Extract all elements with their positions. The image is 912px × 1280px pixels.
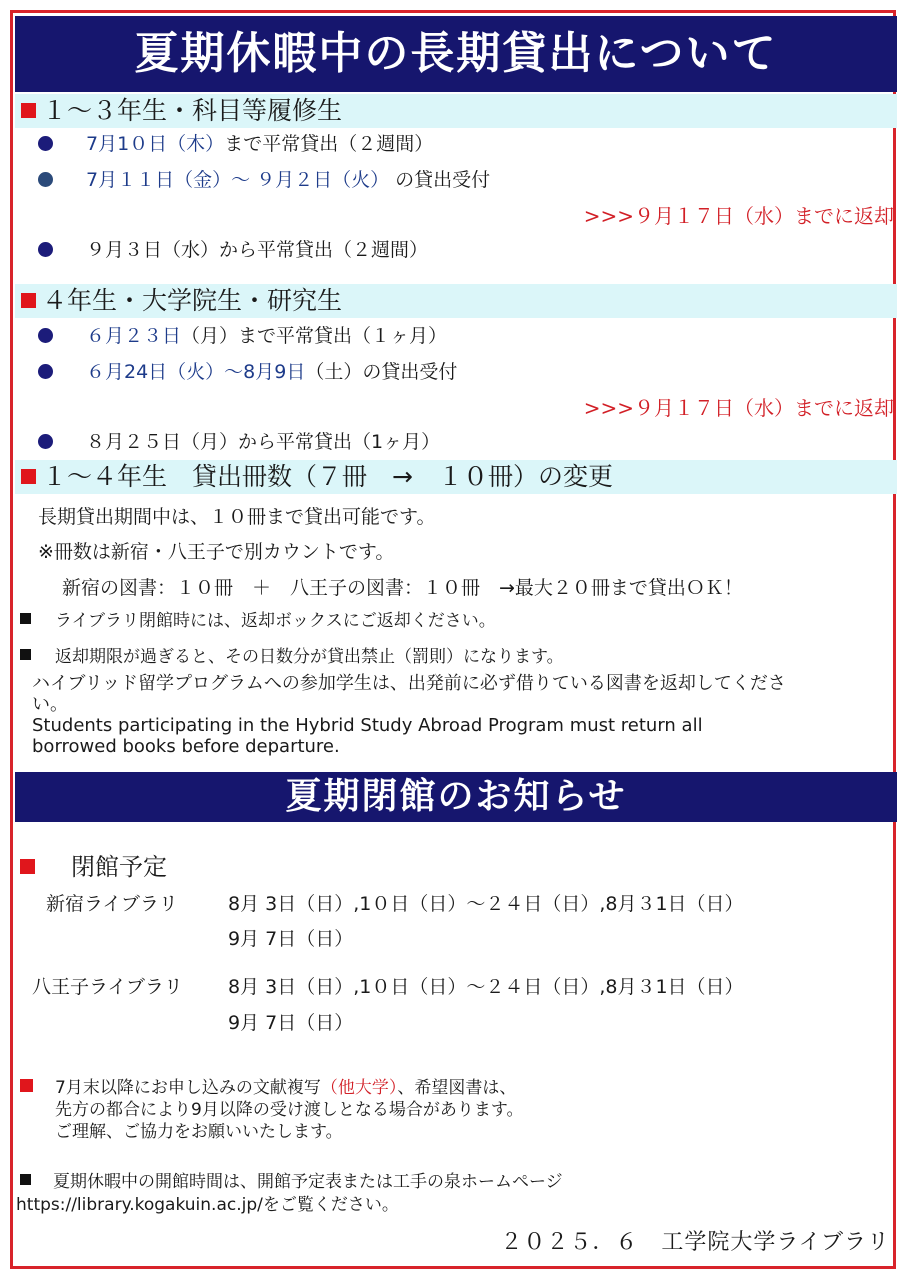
section-heading-2 bbox=[15, 284, 897, 318]
hybrid-en-line2: borrowed books before departure. bbox=[32, 736, 340, 757]
section-heading-2-label: ４年生・大学院生・研究生 bbox=[42, 286, 343, 315]
closure-heading-label: 閉館予定 bbox=[71, 853, 167, 881]
hours-notice-url[interactable]: https://library.kogakuin.ac.jp/をご覧ください。 bbox=[16, 1195, 399, 1215]
hachioji-dates-2: 9月 7日（日） bbox=[228, 1012, 354, 1034]
bullet-icon bbox=[38, 434, 53, 449]
copy-notice bbox=[20, 1077, 523, 1143]
note2-text: 返却期限が過ぎると、その日数分が貸出禁止（罰則）になります。 bbox=[55, 647, 564, 667]
copy-notice-line1-b: 、希望図書は、 bbox=[397, 1078, 517, 1098]
s3-line2: ※冊数は新宿・八王子で別カウントです。 bbox=[38, 541, 395, 563]
black-square-icon bbox=[20, 1174, 31, 1185]
s3-line3: 新宿の図書：１０冊 ＋ 八王子の図書：１０冊 →最大２０冊まで貸出ＯＫ！ bbox=[62, 577, 743, 599]
footer-signature: ２０２５．６ 工学院大学ライブラリ bbox=[500, 1230, 890, 1255]
shinjuku-dates-2: 9月 7日（日） bbox=[228, 928, 354, 950]
red-square-icon bbox=[20, 859, 35, 874]
closure-title: 夏期閉館のお知らせ bbox=[15, 772, 897, 822]
s2-item1-text: （月）まで平常貸出（１ヶ月） bbox=[181, 325, 448, 347]
bullet-icon bbox=[38, 328, 53, 343]
bullet-icon bbox=[38, 364, 53, 379]
black-square-icon bbox=[20, 613, 31, 624]
s1-item2 bbox=[86, 168, 490, 192]
section-heading-3 bbox=[15, 460, 897, 494]
s2-return-note: >>>９月１７日（水）までに返却 bbox=[583, 396, 894, 420]
s2-item1 bbox=[86, 324, 447, 348]
hours-notice-line1 bbox=[20, 1171, 563, 1194]
note-penalty bbox=[20, 645, 564, 669]
hours-notice-line1-text: 夏期休暇中の開館時間は、開館予定表または工手の泉ホームページ bbox=[53, 1172, 563, 1192]
s2-item2-date: ６月24日（火）～8月9日 bbox=[86, 361, 306, 383]
s1-item2-text: の貸出受付 bbox=[395, 169, 491, 191]
note1-text: ライブラリ閉館時には、返却ボックスにご返却ください。 bbox=[55, 611, 496, 631]
section-heading-1-label: １～３年生・科目等履修生 bbox=[42, 96, 343, 125]
section-heading-1 bbox=[15, 94, 897, 128]
red-square-icon bbox=[21, 293, 36, 308]
hybrid-jp-line2: い。 bbox=[32, 694, 68, 715]
copy-notice-line3: ご理解、ご協力をお願いいたします。 bbox=[55, 1122, 343, 1142]
s1-item1-text: まで平常貸出（２週間） bbox=[224, 133, 434, 155]
copy-notice-line1-red: （他大学） bbox=[320, 1078, 398, 1098]
s1-item3: ９月３日（水）から平常貸出（２週間） bbox=[86, 239, 429, 261]
red-square-icon bbox=[21, 103, 36, 118]
red-square-icon bbox=[20, 1079, 33, 1092]
s2-item2-text: （土）の貸出受付 bbox=[305, 361, 458, 383]
s3-line1: 長期貸出期間中は、１０冊まで貸出可能です。 bbox=[38, 506, 436, 528]
hachioji-label: 八王子ライブラリ bbox=[32, 976, 183, 998]
bullet-icon bbox=[38, 136, 53, 151]
s1-item1 bbox=[86, 132, 433, 156]
note-return-box bbox=[20, 609, 496, 633]
s2-item1-date: ６月２３日 bbox=[86, 325, 182, 347]
copy-notice-line1 bbox=[20, 1077, 523, 1099]
shinjuku-label: 新宿ライブラリ bbox=[46, 893, 178, 915]
hachioji-dates-1: 8月 3日（日）,1０日（日）～２４日（日）,8月３1日（日） bbox=[228, 976, 744, 998]
bullet-icon bbox=[38, 172, 53, 187]
black-square-icon bbox=[20, 649, 31, 660]
red-square-icon bbox=[21, 469, 36, 484]
bullet-icon bbox=[38, 242, 53, 257]
copy-notice-line2: 先方の都合により9月以降の受け渡しとなる場合があります。 bbox=[55, 1100, 524, 1120]
hybrid-en-line1: Students participating in the Hybrid Study Abroad Program must return all bbox=[32, 715, 703, 736]
s1-return-note: >>>９月１７日（水）までに返却 bbox=[583, 204, 894, 228]
s2-item3: ８月２５日（月）から平常貸出（1ヶ月） bbox=[86, 431, 441, 453]
page-title: 夏期休暇中の長期貸出について bbox=[15, 16, 897, 92]
hybrid-jp bbox=[32, 673, 786, 715]
hybrid-en bbox=[32, 715, 703, 757]
s2-item2 bbox=[86, 360, 457, 384]
hybrid-jp-line1: ハイブリッド留学プログラムへの参加学生は、出発前に必ず借りている図書を返却してくださ bbox=[32, 673, 786, 694]
section-heading-3-label: １～４年生 貸出冊数（７冊 → １０冊）の変更 bbox=[42, 462, 613, 491]
s1-item1-date: 7月1０日（木） bbox=[86, 133, 225, 155]
closure-heading bbox=[20, 852, 167, 882]
shinjuku-dates-1: 8月 3日（日）,1０日（日）～２４日（日）,8月３1日（日） bbox=[228, 893, 744, 915]
s1-item2-date: 7月１１日（金）～ ９月２日（火） bbox=[86, 169, 390, 191]
copy-notice-line1-a: 7月末以降にお申し込みの文献複写 bbox=[55, 1078, 321, 1098]
hours-notice bbox=[16, 1171, 563, 1217]
